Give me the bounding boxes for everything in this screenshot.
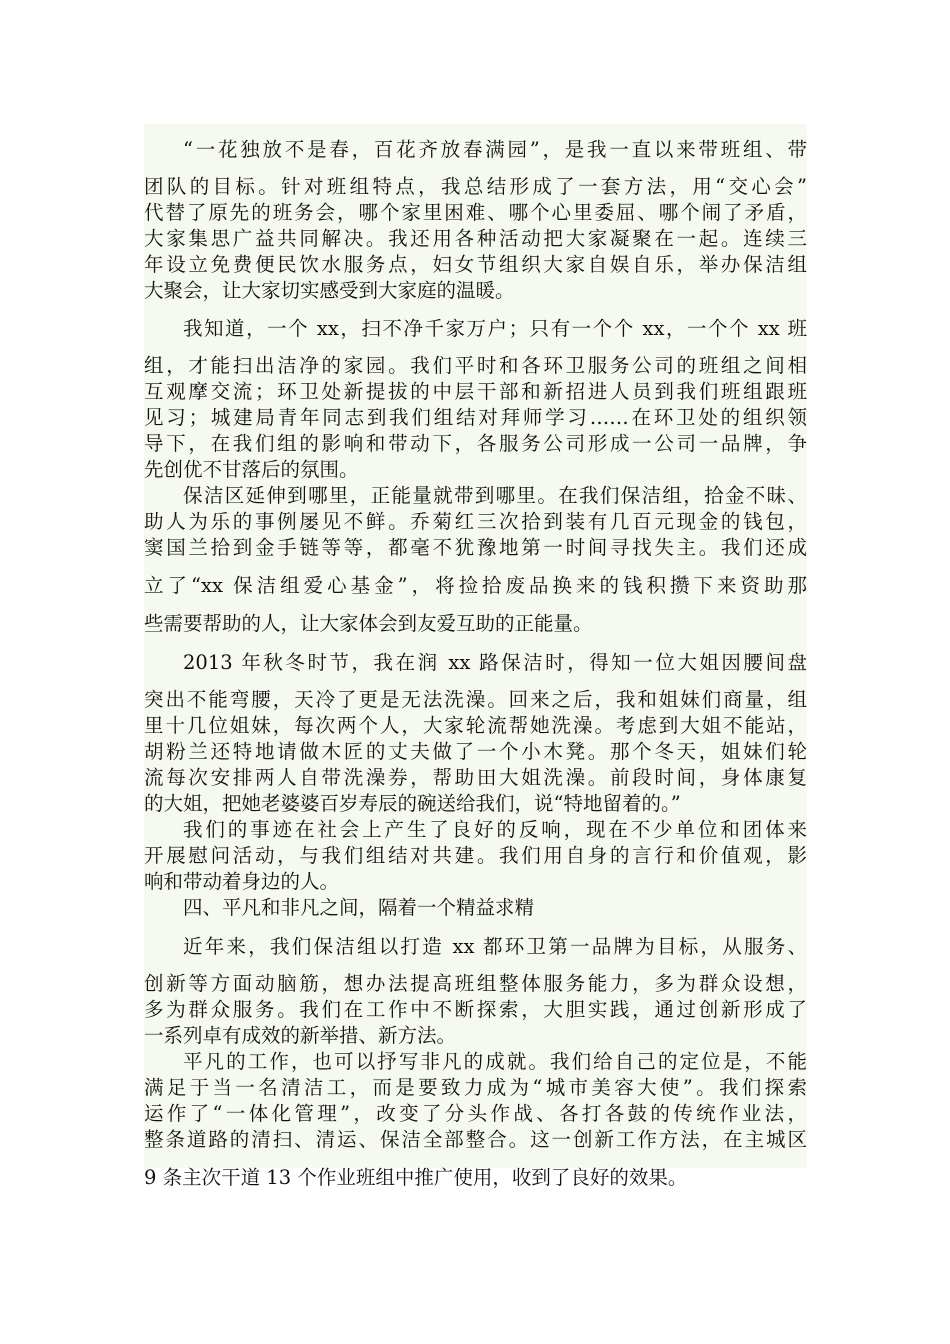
text-line: 导下，在我们组的影响和带动下，各服务公司形成一公司一品牌，争 (144, 432, 807, 455)
text-line: 大聚会，让大家切实感受到大家庭的温暖。 (144, 279, 515, 302)
text-line: 胡粉兰还特地请做木匠的丈夫做了一个小木凳。那个冬天，姐妹们轮 (144, 740, 807, 763)
text-line: 代替了原先的班务会，哪个家里困难、哪个心里委屈、哪个闹了矛盾， (144, 201, 807, 224)
text-line: 响和带动着身边的人。 (144, 870, 340, 893)
text-line: 2013 年秋冬时节，我在润 xx 路保洁时，得知一位大姐因腰间盘 (183, 651, 807, 674)
text-line: 一系列卓有成效的新举措、新方法。 (144, 1024, 457, 1047)
text-line: 年设立免费便民饮水服务点，妇女节组织大家自娱自乐，举办保洁组 (144, 253, 807, 276)
text-line: 大家集思广益共同解决。我还用各种活动把大家凝聚在一起。连续三 (144, 227, 807, 250)
text-line: 9 条主次干道 13 个作业班组中推广使用，收到了良好的效果。 (144, 1166, 688, 1189)
text-line: 团队的目标。针对班组特点，我总结形成了一套方法，用“交心会” (144, 175, 807, 198)
text-line: 的大姐，把她老婆婆百岁寿辰的碗送给我们，说“特地留着的。” (144, 792, 681, 815)
text-line: 多为群众服务。我们在工作中不断探索，大胆实践，通过创新形成了 (144, 998, 807, 1021)
text-line: 组，才能扫出洁净的家园。我们平时和各环卫服务公司的班组之间相 (144, 354, 807, 377)
text-line: 开展慰问活动，与我们组结对共建。我们用自身的言行和价值观，影 (144, 844, 807, 867)
text-line: 助人为乐的事例屡见不鲜。乔菊红三次拾到装有几百元现金的钱包， (144, 510, 807, 533)
text-line: 创新等方面动脑筋，想办法提高班组整体服务能力，多为群众设想， (144, 972, 807, 995)
text-line: 些需要帮助的人，让大家体会到友爱互助的正能量。 (144, 612, 593, 635)
text-line: 见习；城建局青年同志到我们组结对拜师学习……在环卫处的组织领 (144, 406, 807, 429)
document-body (144, 124, 807, 1168)
text-line: 窦国兰拾到金手链等等，都毫不犹豫地第一时间寻找失主。我们还成 (144, 536, 807, 559)
text-line: 互观摩交流；环卫处新提拔的中层干部和新招进人员到我们班组跟班 (144, 380, 807, 403)
text-line: 流每次安排两人自带洗澡券，帮助田大姐洗澡。前段时间，身体康复 (144, 766, 807, 789)
text-line: “一花独放不是春，百花齐放春满园”，是我一直以来带班组、带 (183, 138, 807, 161)
text-line: 整条道路的清扫、清运、保洁全部整合。这一创新工作方法，在主城区 (144, 1128, 807, 1151)
text-line: 我们的事迹在社会上产生了良好的反响，现在不少单位和团体来 (183, 818, 807, 841)
text-line: 我知道，一个 xx，扫不净千家万户；只有一个个 xx，一个个 xx 班 (183, 317, 807, 340)
text-line: 里十几位姐妹，每次两个人，大家轮流帮她洗澡。考虑到大姐不能站， (144, 714, 807, 737)
text-line: 先创优不甘落后的氛围。 (144, 458, 359, 481)
text-line: 突出不能弯腰，天冷了更是无法洗澡。回来之后，我和姐妹们商量，组 (144, 688, 807, 711)
text-line: 立了“xx 保洁组爱心基金”，将捡拾废品换来的钱积攒下来资助那 (144, 574, 807, 597)
text-line: 运作了“一体化管理”，改变了分头作战、各打各鼓的传统作业法， (144, 1102, 807, 1125)
section-heading: 四、平凡和非凡之间，隔着一个精益求精 (183, 896, 535, 919)
text-line: 平凡的工作，也可以抒写非凡的成就。我们给自己的定位是，不能 (183, 1050, 807, 1073)
text-line: 近年来，我们保洁组以打造 xx 都环卫第一品牌为目标，从服务、 (183, 935, 807, 958)
text-line: 保洁区延伸到哪里，正能量就带到哪里。在我们保洁组，拾金不昧、 (183, 484, 807, 507)
text-line: 满足于当一名清洁工，而是要致力成为“城市美容大使”。我们探索 (144, 1076, 807, 1099)
